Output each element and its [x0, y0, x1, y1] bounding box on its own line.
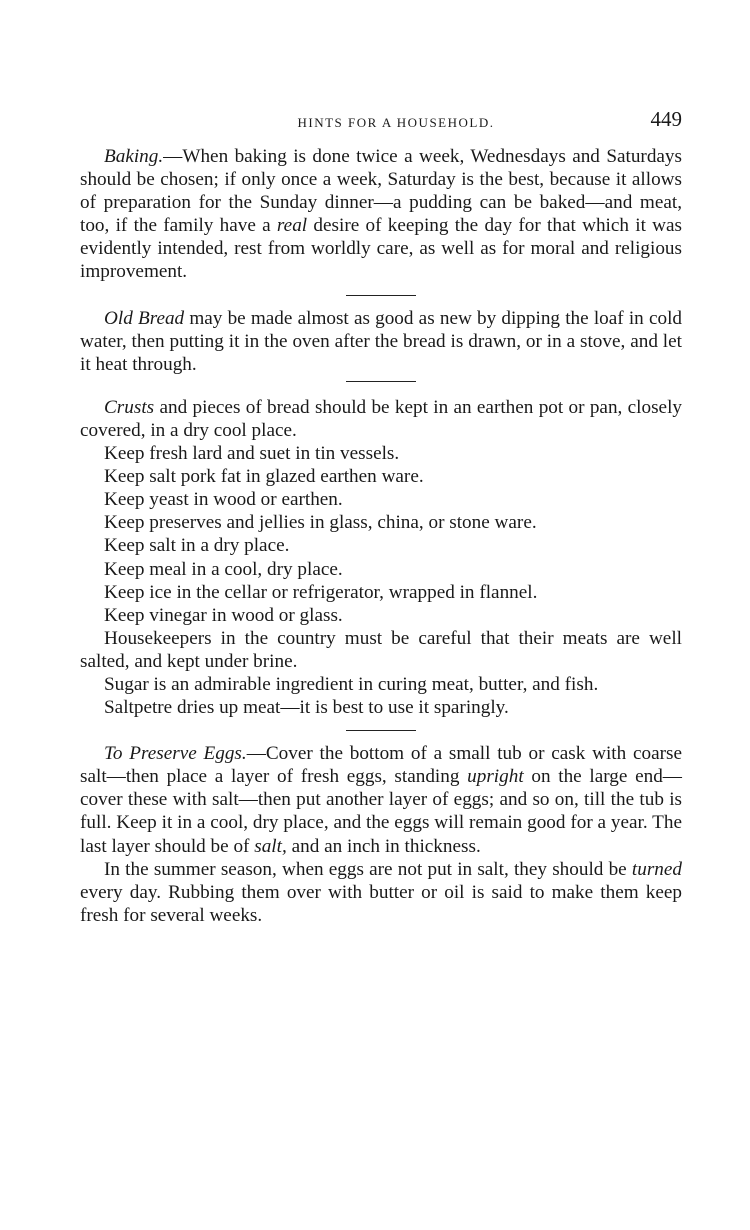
keep-line: Keep salt pork fat in glazed earthen ware. [104, 466, 424, 488]
keep-line: Keep preserves and jellies in glass, china, or stone ware. [104, 512, 537, 534]
heading-old-bread: Old Bread [104, 307, 185, 329]
section-divider [346, 381, 416, 382]
baking-text-2: desire of keeping the day for that which it was evidently intended, rest from worldly care, as well as for moral and religious improvement. [80, 215, 683, 283]
baking-emphasis: real [276, 215, 308, 237]
keep-line: Keep ice in the cellar or refrigerator, wrapped in flannel. [104, 581, 538, 603]
summer-emphasis-turned: turned [631, 858, 682, 880]
keep-line: Keep meal in a cool, dry place. [104, 558, 343, 580]
running-head [80, 105, 682, 145]
eggs-emphasis-salt: salt, [254, 835, 287, 857]
paragraph-old-bread [80, 307, 682, 376]
paragraph-sugar: Sugar is an admirable ingredient in curing meat, butter, and fish. [104, 673, 599, 695]
keep-line: Keep yeast in wood or earthen. [104, 489, 343, 511]
paragraph-preserve-eggs [80, 742, 682, 857]
keep-line: Keep vinegar in wood or glass. [104, 604, 343, 626]
heading-preserve-eggs: To Preserve Eggs. [104, 743, 247, 765]
eggs-text-2: on the large end—cover these with salt—then put another layer of eggs; and so on, till the tub is full. Keep it in a cool, dry place, and the eggs will remain good for a year. The last layer should be of [80, 766, 682, 857]
baking-text-1: —When baking is done twice a week, Wednesdays and Saturdays should be chosen; if only once a week, Saturday is the best, because it allows of preparation for the Sunday dinner—a pudding can be baked—and meat, too, if the family have a [80, 146, 682, 237]
summer-text-1: In the summer season, when eggs are not put in salt, they should be [104, 858, 627, 880]
summer-text-2: every day. Rubbing them over with butter or oil is said to make them keep fresh for several weeks. [80, 881, 682, 926]
eggs-text-3: and an inch in thickness. [291, 835, 481, 857]
old-bread-text: may be made almost as good as new by dipping the loaf in cold water, then putting it in the oven after the bread is drawn, or in a stove, and let it heat through. [80, 307, 682, 375]
page-body [80, 145, 682, 927]
paragraph-saltpetre: Saltpetre dries up meat—it is best to use it sparingly. [104, 697, 509, 719]
keep-line: Keep fresh lard and suet in tin vessels. [104, 443, 400, 465]
heading-baking: Baking. [104, 146, 164, 167]
eggs-text-1: —Cover the bottom of a small tub or cask with coarse salt—then place a layer of fresh eggs, standing [80, 743, 682, 788]
paragraph-baking [80, 145, 682, 284]
keep-line: Keep salt in a dry place. [104, 535, 290, 557]
running-title: HINTS FOR A HOUSEHOLD. [297, 115, 495, 130]
paragraph-summer [80, 858, 682, 927]
paragraph-crusts [80, 396, 682, 442]
paragraph-housekeepers: Housekeepers in the country must be careful that their meats are well salted, and kept under brine. [80, 627, 682, 672]
book-page [80, 105, 682, 927]
eggs-emphasis-upright: upright [467, 766, 524, 788]
section-divider [346, 295, 416, 296]
crusts-text: and pieces of bread should be kept in an earthen pot or pan, closely covered, in a dry cool place. [80, 396, 683, 441]
section-divider [346, 730, 416, 731]
page-number: 449 [650, 107, 682, 131]
heading-crusts: Crusts [104, 396, 155, 418]
